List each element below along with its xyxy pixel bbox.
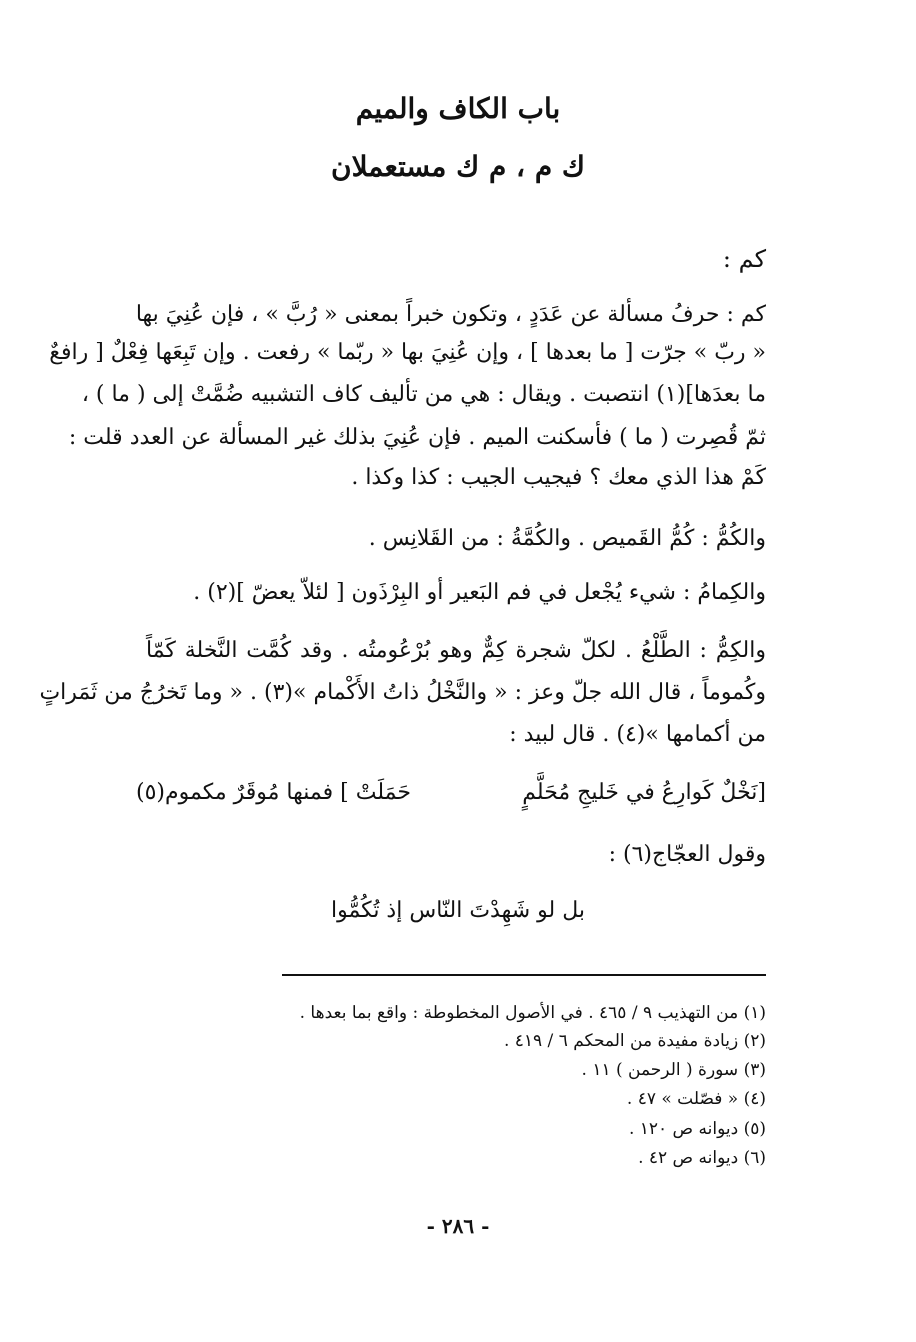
chapter-title: باب الكاف والميم	[355, 92, 561, 125]
footnote-6: (٦) ديوانه ص ٤٢ .	[638, 1148, 766, 1168]
entry-line-1: كم : حرفُ مسألة عن عَدَدٍ ، وتكون خبراً بمعنى « رُبَّ » ، فإن عُنِيَ بها	[135, 302, 766, 327]
ajjaj-intro: وقول العجّاج(٦) :	[608, 842, 766, 867]
paragraph-kumm: والكُمُّ : كُمُّ القَميص . والكُمَّةُ : من القَلانِس .	[368, 526, 766, 551]
paragraph-kimam: والكِمامُ : شيء يُجْعل في فم البَعير أو البِرْذَون [ لئلاّ يعضّ ](٢) .	[193, 580, 766, 605]
headword: كم :	[722, 245, 766, 273]
footnote-divider	[282, 974, 766, 976]
verse-second-hemistich: حَمَلَتْ ] فمنها مُوقَرٌ مكموم(٥)	[136, 780, 411, 805]
footnote-2: (٢) زيادة مفيدة من المحكم ٦ / ٤١٩ .	[503, 1031, 766, 1051]
paragraph-kimm-line-1: والكِمُّ : الطَّلْعُ . لكلّ شجرة كِمٌّ وهو بُرْعُومتُه . وقد كُمَّت النَّخلة كَمّاً	[146, 638, 766, 663]
entry-line-5: كَمْ هذا الذي معك ؟ فيجيب الجيب : كذا وكذا .	[351, 465, 766, 490]
entry-line-3: ما بعدَها](١) انتصبت . ويقال : هي من تأليف كاف التشبيه ضُمَّتْ إلى ( ما ) ،	[81, 382, 766, 407]
footnote-5: (٥) ديوانه ص ١٢٠ .	[628, 1119, 766, 1139]
entry-line-2: « ربّ » جرّت [ ما بعدها ] ، وإن عُنِيَ بها « ربّما » رفعت . وإن تَبِعَها فِعْلٌ [ رافعٌ	[49, 340, 766, 365]
page-number: - ٢٨٦ -	[426, 1214, 490, 1238]
footnote-3: (٣) سورة ( الرحمن ) ١١ .	[581, 1060, 766, 1080]
entry-line-4: ثمّ قُصِرت ( ما ) فأسكنت الميم . فإن عُنِيَ بذلك غير المسألة عن العدد قلت :	[68, 425, 766, 450]
verse-first-hemistich: [نَخْلٌ كَوارِعُ في خَليجِ مُحَلَّمٍ	[522, 780, 766, 805]
paragraph-kimm-line-3: من أكمامها »(٤) . قال لبيد :	[509, 722, 766, 747]
footnote-1: (١) من التهذيب ٩ / ٤٦٥ . في الأصول المخطوطة : واقع بما بعدها .	[299, 1003, 766, 1023]
chapter-subtitle: ك م ، م ك مستعملان	[331, 150, 585, 183]
paragraph-kimm-line-2: وكُموماً ، قال الله جلّ وعز : « والنَّخْلُ ذاتُ الأَكْمام »(٣) . « وما تَخرُجُ من ثَمَراتٍ	[39, 680, 766, 705]
footnote-4: (٤) « فصّلت » ٤٧ .	[626, 1089, 766, 1109]
ajjaj-verse: بل لو شَهِدْتَ النّاس إذ تُكُمُّوا	[330, 898, 586, 923]
